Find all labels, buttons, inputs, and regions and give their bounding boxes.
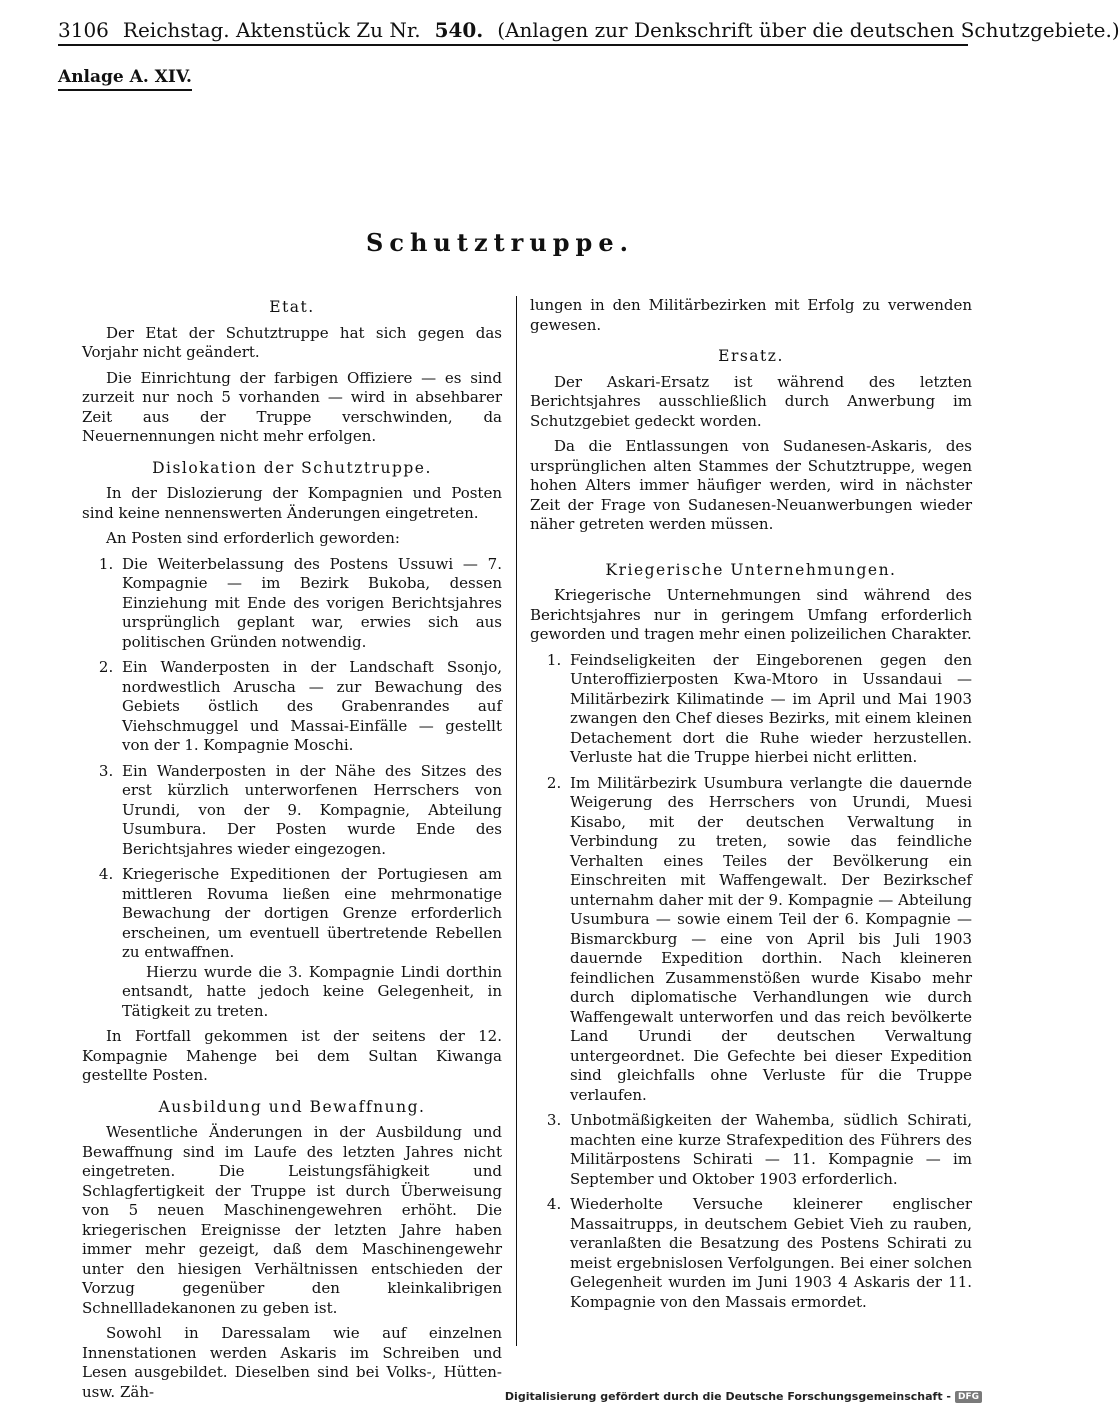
- list-item: [118, 865, 502, 1021]
- document-number: 540.: [434, 18, 484, 42]
- section-heading-ausbildung: Ausbildung und Bewaffnung.: [158, 1097, 426, 1116]
- left-column: [82, 296, 502, 1408]
- paragraph: Die Einrichtung der farbigen Offiziere — es sind zurzeit nur noch 5 vorhanden — wird in absehbarer Zeit aus der Truppe verschwinden, da Neuernennungen nicht mehr erfolgen.: [82, 368, 502, 445]
- running-title-subtitle: (Anlagen zur Denkschrift über die deutschen Schutzgebiete.): [497, 18, 1120, 42]
- list-item: 3. Unbotmäßigkeiten der Wahemba, südlich Schirati, machten eine kurze Strafexpedition des Führers des Militärpostens Schirati — 11. Kompagnie — im September und Oktober 1903 erforderlich.: [566, 1111, 972, 1189]
- section-heading-ersatz: Ersatz.: [718, 347, 784, 365]
- digitization-footer: [505, 1390, 982, 1403]
- page-number: 3106: [58, 18, 109, 42]
- dfg-logo-icon: DFG: [955, 1391, 982, 1403]
- right-column: [530, 296, 972, 1318]
- running-header: [58, 8, 1120, 46]
- footer-text: Digitalisierung gefördert durch die Deutsche Forschungsgemeinschaft -: [504, 1390, 951, 1403]
- list-item-continuation: Hierzu wurde die 3. Kompagnie Lindi dorthin entsandt, hatte jedoch keine Gelegenheit, in Tätigkeit zu treten.: [122, 962, 502, 1020]
- paragraph: Der Etat der Schutztruppe hat sich gegen das Vorjahr nicht geändert.: [82, 323, 502, 361]
- list-item: 2. Ein Wanderposten in der Landschaft Ssonjo, nordwestlich Aruscha — zur Bewachung des Gebiets östlich des Grabenrandes auf Viehschmuggel und Massai-Einfälle — gestellt von der 1. Kompagnie Moschi.: [118, 658, 502, 756]
- list-item: 1. Feindseligkeiten der Eingeborenen gegen den Unteroffizierposten Kwa-Mtoro in Ussandaui — Militärbezirk Kilimatinde — im April und Mai 1903 zwangen den Chef dieses Bezirks, mit einem kleinen Detachement dort die Ruhe wieder herzustellen. Verluste hat die Truppe hierbei nicht erlitten.: [566, 651, 972, 768]
- column-divider: [516, 296, 517, 1346]
- section-heading-etat: Etat.: [269, 298, 315, 316]
- list-item: 2. Im Militärbezirk Usumbura verlangte die dauernde Weigerung des Herrschers von Urundi, Muesi Kisabo, mit der deutschen Verwaltung in Verbindung zu treten, sowie das feindliche Verhalten eines Teiles der Bevölkerung ein Einschreiten mit Waffengewalt. Der Bezirkschef unternahm daher mit der 9. Kompagnie — Abteilung Usumbura — sowie einem Teil der 6. Kompagnie — Bismarckburg — eine von April bis Juli 1903 dauernde Expedition dorthin. Nach kleineren feindlichen Zusammenstößen wurde Kisabo mehr durch diplomatische Verhandlungen wie durch Waffengewalt unterworfen und das reich bevölkerte Land Urundi der deutschen Verwaltung untergeordnet. Die Gefechte bei dieser Expedition sind gleichfalls ohne Verluste für die Truppe verlaufen.: [566, 774, 972, 1106]
- list-item: 1. Die Weiterbelassung des Postens Ussuwi — 7. Kompagnie — im Bezirk Bukoba, dessen Einziehung mit Ende des vorigen Berichtsjahres ursprünglich geplant war, erwies sich aus politischen Gründen notwendig.: [118, 555, 502, 653]
- section-heading-dislokation: Dislokation der Schutztruppe.: [152, 458, 432, 477]
- paragraph: Wesentliche Änderungen in der Ausbildung und Bewaffnung sind im Laufe des letzten Jahres nicht eingetreten. Die Leistungsfähigkeit und Schlagfertigkeit der Truppe ist durch Überweisung von 5 neuen Maschinengewehren erhöht. Die kriegerischen Ereignisse der letzten Jahre haben immer mehr gezeigt, daß dem Maschinengewehr unter den hiesigen Verhältnissen entschieden der Vorzug gegenüber den kleinkalibrigen Schnellladekanonen zu geben ist.: [82, 1123, 502, 1317]
- paragraph-continuation: lungen in den Militärbezirken mit Erfolg zu verwenden gewesen.: [530, 296, 972, 334]
- operations-list: [530, 651, 972, 1313]
- list-item: 4. Wiederholte Versuche kleinerer englischer Massaitrupps, in deutschem Gebiet Vieh zu rauben, veranlaßten die Besatzung des Postens Schirati zu meist ergebnislosen Verfolgungen. Bei einer solchen Gelegenheit wurden im Juni 1903 4 Askaris der 11. Kompagnie von den Massais ermordet.: [566, 1195, 972, 1312]
- paragraph: Kriegerische Unternehmungen sind während des Berichtsjahres nur in geringem Umfang erforderlich geworden und tragen mehr einen polizeilichen Charakter.: [530, 586, 972, 643]
- paragraph: Da die Entlassungen von Sudanesen-Askaris, des ursprünglichen alten Stammes der Schutztruppe, wegen hohen Alters immer häufiger werden, wird in nächster Zeit der Frage von Sudanesen-Neuanwerbungen wieder näher getreten werden müssen.: [530, 437, 972, 533]
- annex-label: Anlage A. XIV.: [58, 66, 192, 91]
- paragraph: An Posten sind erforderlich geworden:: [106, 529, 400, 547]
- running-title: Reichstag. Aktenstück Zu Nr.: [122, 18, 421, 42]
- paragraph: In Fortfall gekommen ist der seitens der 12. Kompagnie Mahenge bei dem Sultan Kiwanga gestellte Posten.: [82, 1027, 502, 1084]
- paragraph: Der Askari-Ersatz ist während des letzten Berichtsjahres ausschließlich durch Anwerbung im Schutzgebiet gedeckt worden.: [530, 372, 972, 430]
- list-item-text: Kriegerische Expeditionen der Portugiesen am mittleren Rovuma ließen eine mehrmonatige Bewachung der dortigen Grenze erforderlich erscheinen, um eventuell übertretende Rebellen zu entwaffnen.: [122, 865, 502, 961]
- page-title: Schutztruppe.: [366, 228, 634, 257]
- paragraph: Sowohl in Daressalam wie auf einzelnen Innenstationen werden Askaris im Schreiben und Lesen ausgebildet. Dieselben sind bei Volks-, Hütten- usw. Zäh-: [82, 1324, 502, 1401]
- list-item: 3. Ein Wanderposten in der Nähe des Sitzes des erst kürzlich unterworfenen Herrschers von Urundi, von der 9. Kompagnie, Abteilung Usumbura. Der Posten wurde Ende des Berichtsjahres wieder eingezogen.: [118, 762, 502, 860]
- paragraph: In der Dislozierung der Kompagnien und Posten sind keine nennenswerten Änderungen eingetreten.: [82, 484, 502, 522]
- section-heading-kriegerische-unternehmungen: Kriegerische Unternehmungen.: [605, 560, 897, 579]
- posts-list: [82, 555, 502, 1022]
